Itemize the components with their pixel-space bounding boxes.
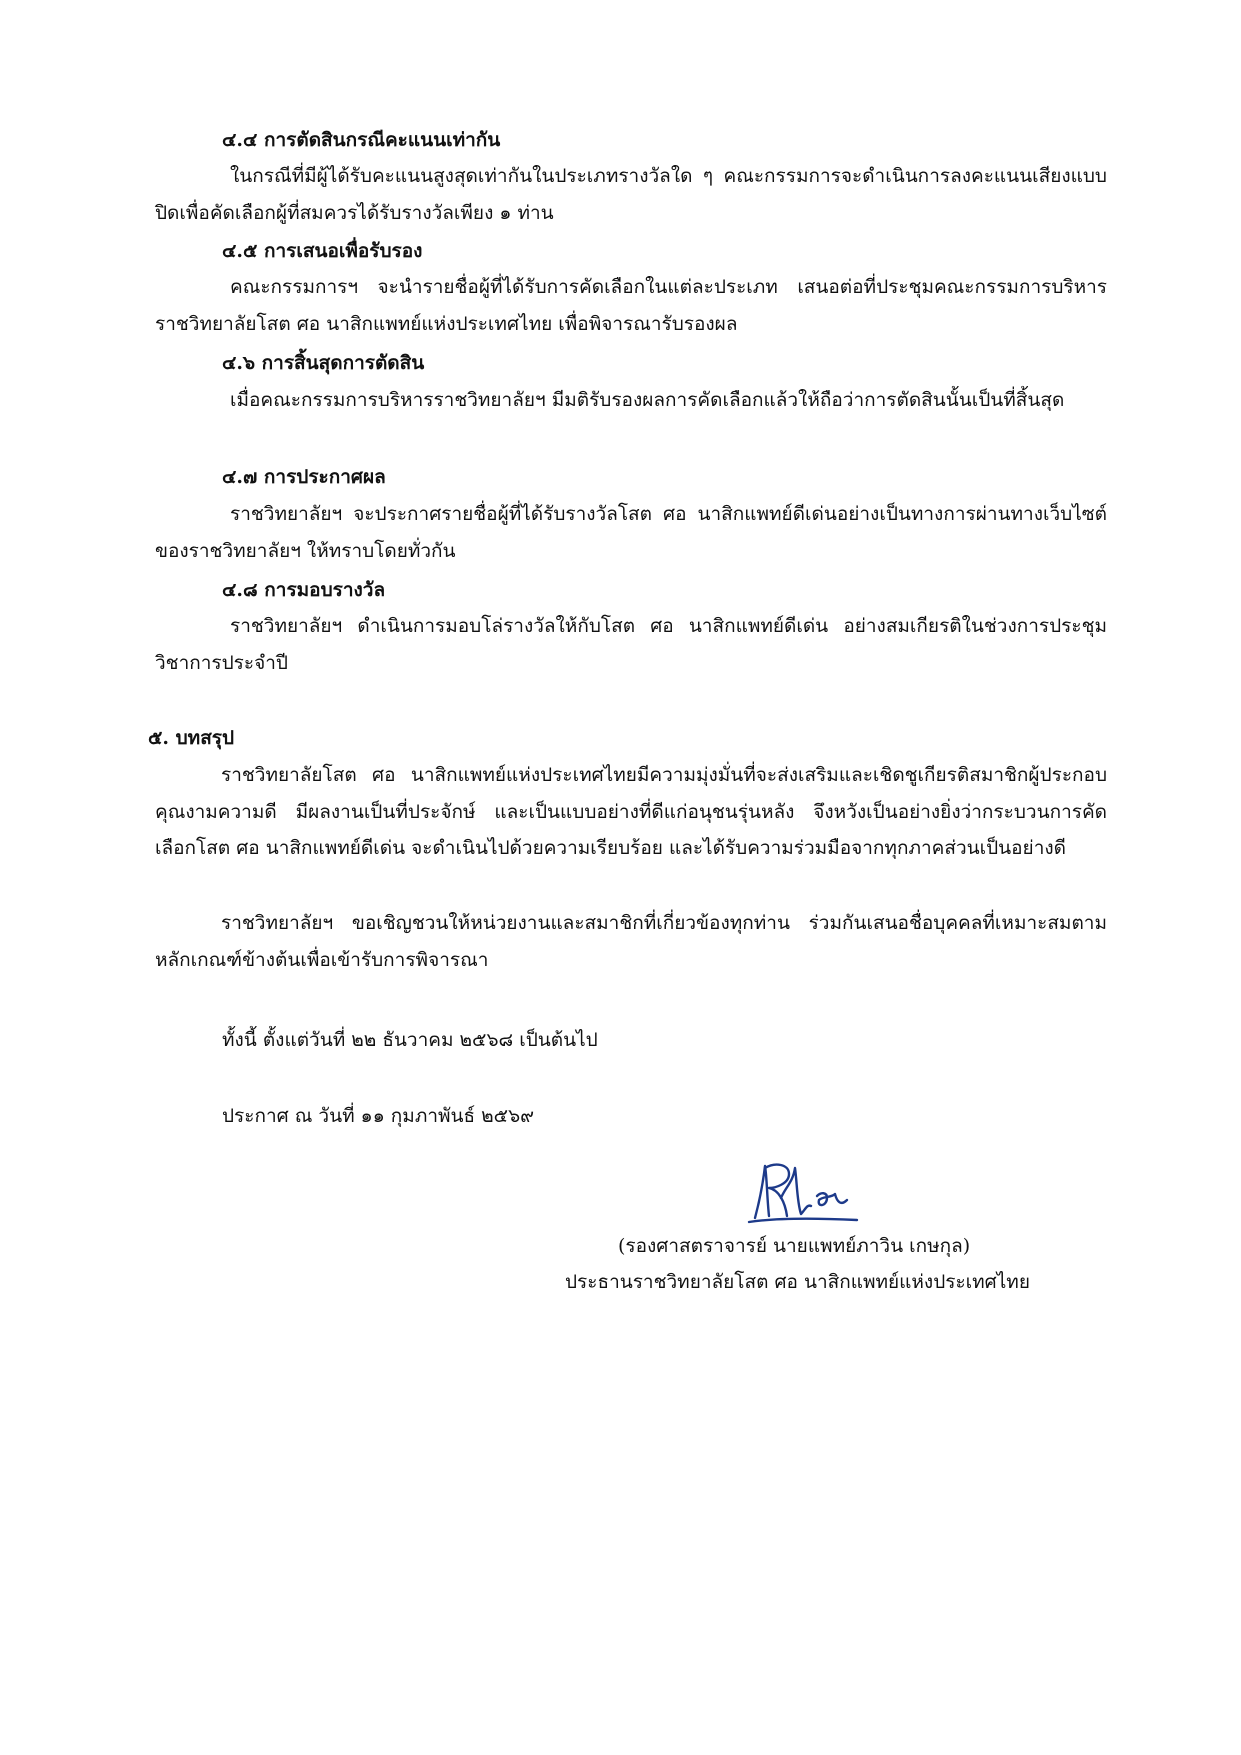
section-body-4-6: เมื่อคณะกรรมการบริหารราชวิทยาลัยฯ มีมติรับรองผลการคัดเลือกแล้วให้ถือว่าการตัดสินนั้นเป็นที่สิ้นสุด (230, 389, 1065, 411)
signatory-title: ประธานราชวิทยาลัยโสต ศอ นาสิกแพทย์แห่งประเทศไทย (565, 1271, 1030, 1293)
section-body-4-5: คณะกรรมการฯ จะนำรายชื่อผู้ที่ได้รับการคัดเลือกในแต่ละประเภท เสนอต่อที่ประชุมคณะกรรมการบริหารราชวิทยาลัยโสต ศอ นาสิกแพทย์แห่งประเทศไทย เพื่อพิจารณารับรองผล (155, 276, 1107, 335)
signatory-name: (รองศาสตราจารย์ นายแพทย์ภาวิน เกษกุล) (618, 1235, 971, 1257)
conclusion-paragraph-1: ราชวิทยาลัยโสต ศอ นาสิกแพทย์แห่งประเทศไทยมีความมุ่งมั่นที่จะส่งเสริมและเชิดชูเกียรติสมาชิกผู้ประกอบคุณงามความดี มีผลงานเป็นที่ประจักษ์ และเป็นแบบอย่างที่ดีแก่อนุชนรุ่นหลัง จึงหวังเป็นอย่างยิ่งว่ากระบวนการคัดเลือกโสต ศอ นาสิกแพทย์ดีเด่น จะดำเนินไปด้วยความเรียบร้อย และได้รับความร่วมมือจากทุกภาคส่วนเป็นอย่างดี (155, 764, 1107, 859)
section-body-4-7: ราชวิทยาลัยฯ จะประกาศรายชื่อผู้ที่ได้รับรางวัลโสต ศอ นาสิกแพทย์ดีเด่นอย่างเป็นทางการผ่านทางเว็บไซต์ของราชวิทยาลัยฯ ให้ทราบโดยทั่วกัน (155, 503, 1107, 562)
section-heading-4-7: ๔.๗ การประกาศผล (222, 466, 386, 488)
announcement-date: ประกาศ ณ วันที่ ๑๑ กุมภาพันธ์ ๒๕๖๙ (222, 1105, 535, 1127)
section-body-4-4: ในกรณีที่มีผู้ได้รับคะแนนสูงสุดเท่ากันในประเภทรางวัลใด ๆ คณะกรรมการจะดำเนินการลงคะแนนเสียงแบบปิดเพื่อคัดเลือกผู้ที่สมควรได้รับรางวัลเพียง ๑ ท่าน (155, 165, 1107, 224)
handwritten-signature (745, 1158, 875, 1228)
section-heading-5: ๕. บทสรุป (148, 727, 235, 749)
section-heading-4-5: ๔.๕ การเสนอเพื่อรับรอง (222, 240, 423, 262)
section-heading-4-6: ๔.๖ การสิ้นสุดการตัดสิน (222, 352, 425, 374)
section-heading-4-4: ๔.๔ การตัดสินกรณีคะแนนเท่ากัน (222, 129, 501, 151)
effective-date: ทั้งนี้ ตั้งแต่วันที่ ๒๒ ธันวาคม ๒๕๖๘ เป็นต้นไป (222, 1029, 598, 1051)
section-heading-4-8: ๔.๘ การมอบรางวัล (222, 579, 386, 601)
section-body-4-8: ราชวิทยาลัยฯ ดำเนินการมอบโล่รางวัลให้กับโสต ศอ นาสิกแพทย์ดีเด่น อย่างสมเกียรติในช่วงการประชุมวิชาการประจำปี (155, 615, 1107, 674)
conclusion-paragraph-2: ราชวิทยาลัยฯ ขอเชิญชวนให้หน่วยงานและสมาชิกที่เกี่ยวข้องทุกท่าน ร่วมกันเสนอชื่อบุคคลที่เหมาะสมตามหลักเกณฑ์ข้างต้นเพื่อเข้ารับการพิจารณา (155, 912, 1107, 971)
